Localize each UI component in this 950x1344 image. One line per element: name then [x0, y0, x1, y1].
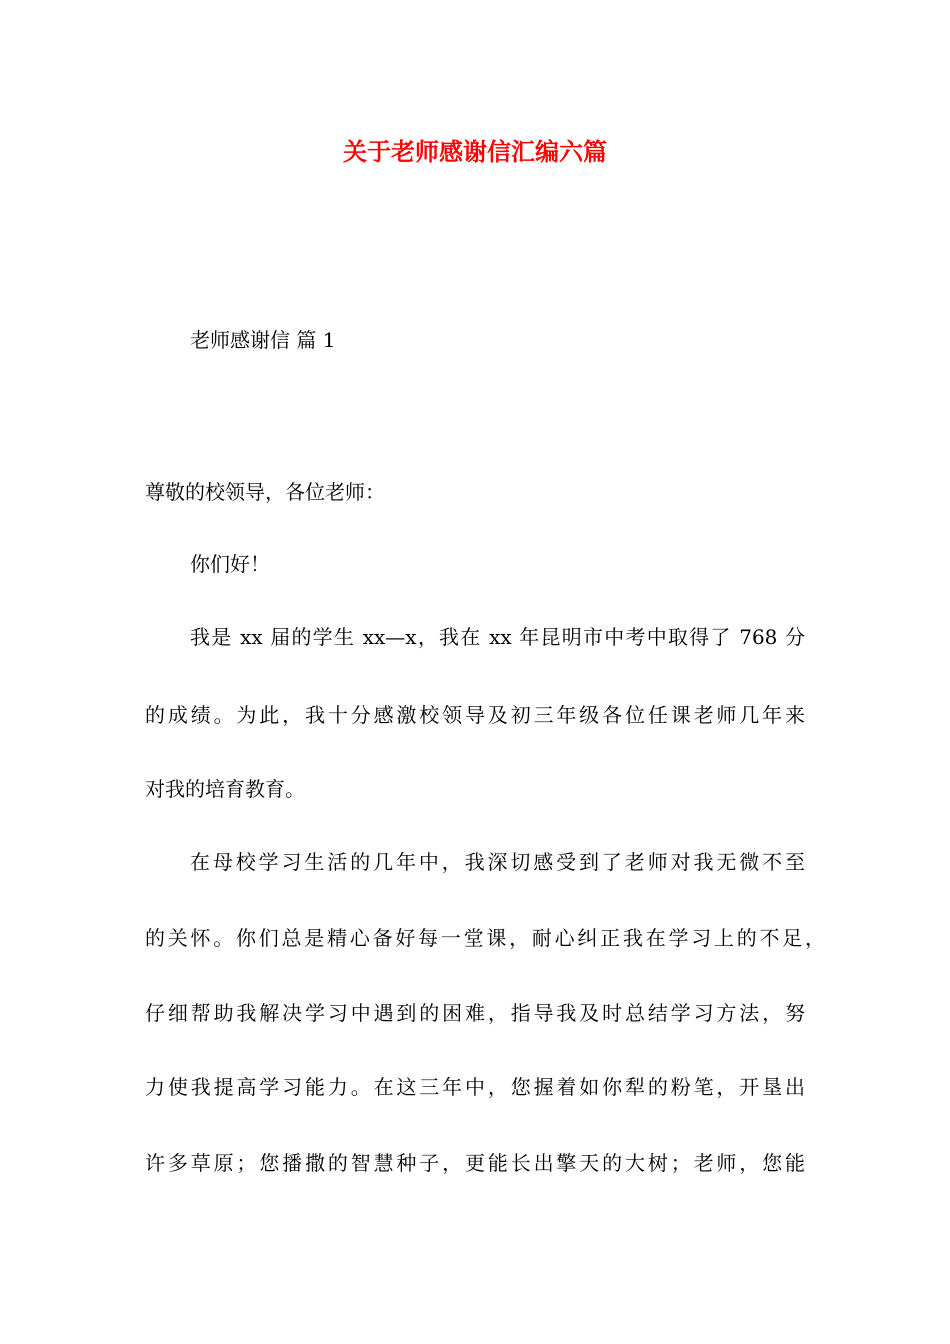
paragraph2-line: 许多草原；您播撒的智慧种子，更能长出擎天的大树；老师，您能	[145, 1151, 805, 1175]
salutation: 尊敬的校领导，各位老师：	[145, 480, 385, 504]
paragraph2-line: 力使我提高学习能力。在这三年中，您握着如你犁的粉笔，开垦出	[145, 1075, 805, 1099]
document-title: 关于老师感谢信汇编六篇	[343, 137, 607, 166]
greeting: 你们好！	[190, 552, 270, 576]
paragraph2-line: 仔细帮助我解决学习中遇到的困难，指导我及时总结学习方法，努	[145, 1001, 805, 1025]
paragraph2-line: 的关怀。你们总是精心备好每一堂课，耐心纠正我在学习上的不足，	[145, 926, 825, 950]
section-heading: 老师感谢信 篇 1	[190, 328, 336, 352]
paragraph1-line: 我是 xx 届的学生 xx—x，我在 xx 年昆明市中考中取得了 768 分	[190, 625, 805, 649]
paragraph1-line: 对我的培育教育。	[145, 777, 305, 801]
paragraph1-line: 的成绩。为此，我十分感激校领导及初三年级各位任课老师几年来	[145, 703, 805, 727]
paragraph2-line: 在母校学习生活的几年中，我深切感受到了老师对我无微不至	[190, 850, 805, 874]
